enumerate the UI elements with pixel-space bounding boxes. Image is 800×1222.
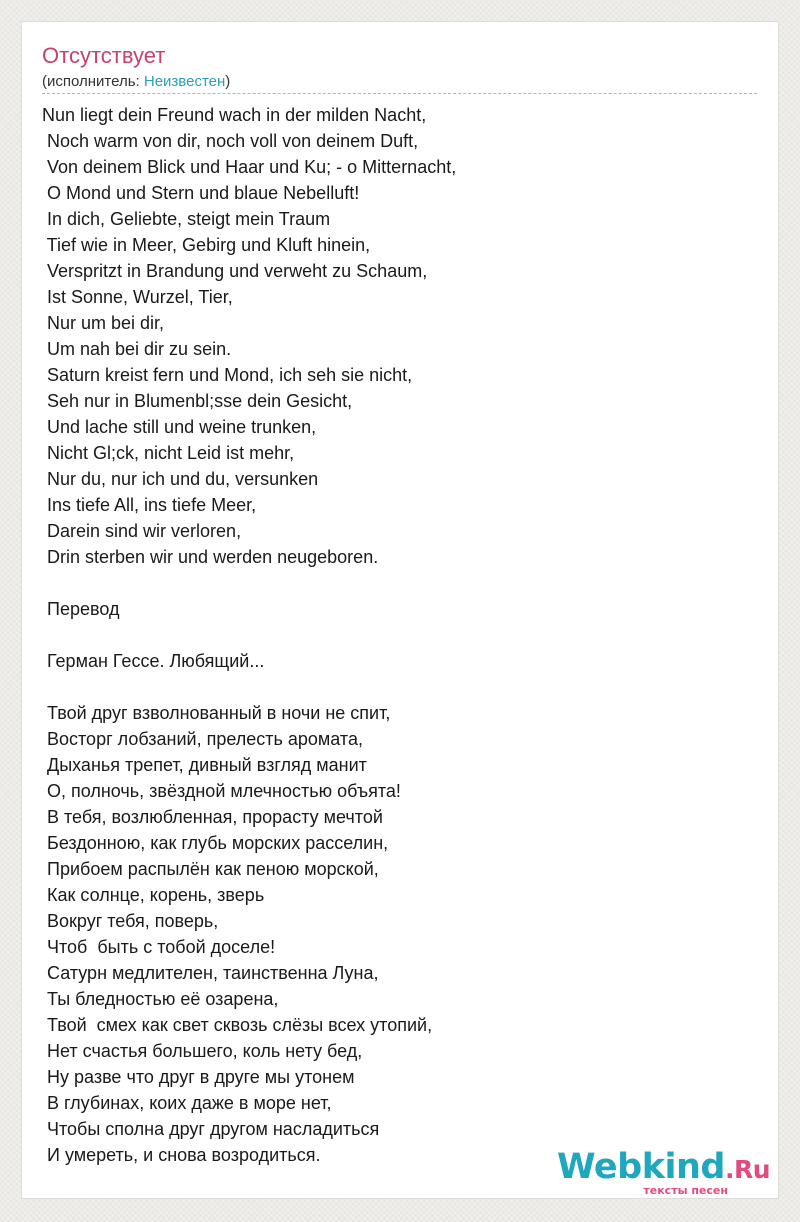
lyric-line: Твой смех как свет сквозь слёзы всех утопий, — [42, 1015, 433, 1035]
logo-tagline: тексты песен — [643, 1184, 728, 1197]
lyric-line: Nun liegt dein Freund wach in der milden Nacht, — [42, 105, 427, 125]
lyric-line: Ну разве что друг в друге мы утонем — [42, 1067, 355, 1087]
lyric-line: Бездонною, как глубь морских расселин, — [42, 833, 389, 853]
lyric-line: O Mond und Stern und blaue Nebelluft! — [42, 183, 360, 203]
artist-link[interactable]: Неизвестен — [143, 73, 226, 90]
lyric-line: Перевод — [42, 599, 120, 619]
lyric-line: Und lache still und weine trunken, — [42, 417, 317, 437]
lyric-line: Darein sind wir verloren, — [42, 521, 242, 541]
lyric-line: Ist Sonne, Wurzel, Tier, — [42, 287, 233, 307]
artist-byline — [42, 73, 230, 91]
logo-domain: .Ru — [724, 1155, 770, 1184]
lyric-line: Um nah bei dir zu sein. — [42, 339, 232, 359]
lyric-line: Чтоб быть с тобой доселе! — [42, 937, 276, 957]
lyric-line: Nur du, nur ich und du, versunken — [42, 469, 319, 489]
lyric-line: Von deinem Blick und Haar und Ku; - o Mitternacht, — [42, 157, 457, 177]
lyric-line: Seh nur in Blumenbl;sse dein Gesicht, — [42, 391, 353, 411]
lyric-line: Твой друг взволнованный в ночи не спит, — [42, 703, 391, 723]
logo-name: Webkind — [557, 1147, 725, 1187]
lyric-line: Сатурн медлителен, таинственна Луна, — [42, 963, 379, 983]
lyric-line: В глубинах, коих даже в море нет, — [42, 1093, 332, 1113]
lyric-line: Вокруг тебя, поверь, — [42, 911, 219, 931]
lyric-line: Ins tiefe All, ins tiefe Meer, — [42, 495, 257, 515]
lyric-line: Ты бледностью её озарена, — [42, 989, 279, 1009]
lyric-line: Nicht Gl;ck, nicht Leid ist mehr, — [42, 443, 295, 463]
lyric-line: Восторг лобзаний, прелесть аромата, — [42, 729, 363, 749]
lyric-line: И умереть, и снова возродиться. — [42, 1145, 321, 1165]
lyric-line: Дыханья трепет, дивный взгляд манит — [42, 755, 367, 775]
lyric-line: In dich, Geliebte, steigt mein Traum — [42, 209, 331, 229]
lyric-line: Verspritzt in Brandung und verweht zu Schaum, — [42, 261, 428, 281]
artist-suffix: ) — [225, 73, 231, 90]
logo-wordmark — [557, 1148, 770, 1189]
artist-prefix: (исполнитель: — [42, 73, 144, 90]
lyric-line — [42, 570, 757, 596]
lyric-line: Герман Гессе. Любящий... — [42, 651, 265, 671]
lyric-line: О, полночь, звёздной млечностью объята! — [42, 781, 401, 801]
lyric-line: Tief wie in Meer, Gebirg und Kluft hinein, — [42, 235, 371, 255]
title-divider — [42, 93, 757, 94]
lyric-line: Нет счастья большего, коль нету бед, — [42, 1041, 363, 1061]
song-title: Отсутствует — [42, 43, 166, 68]
lyrics-text — [42, 102, 757, 1168]
lyric-line: В тебя, возлюбленная, прорасту мечтой — [42, 807, 383, 827]
lyric-line: Как солнце, корень, зверь — [42, 885, 265, 905]
lyric-line: Saturn kreist fern und Mond, ich seh sie nicht, — [42, 365, 413, 385]
webkind-logo[interactable] — [557, 1148, 770, 1196]
lyric-line: Drin sterben wir und werden neugeboren. — [42, 547, 379, 567]
lyric-line — [42, 674, 757, 700]
lyric-line: Nur um bei dir, — [42, 313, 165, 333]
lyric-line — [42, 622, 757, 648]
lyrics-card — [22, 22, 778, 1198]
lyric-line: Чтобы сполна друг другом насладиться — [42, 1119, 380, 1139]
lyric-line: Прибоем распылён как пеною морской, — [42, 859, 379, 879]
lyric-line: Noch warm von dir, noch voll von deinem Duft, — [42, 131, 419, 151]
